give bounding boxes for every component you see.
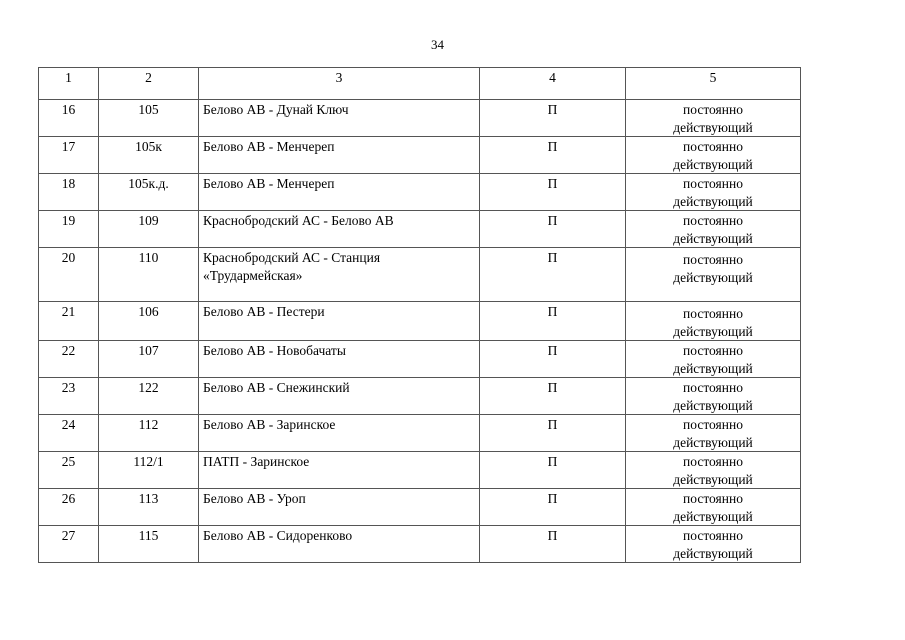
table-row bbox=[39, 489, 801, 526]
route-name-cell bbox=[199, 174, 480, 211]
route-name-cell bbox=[199, 137, 480, 174]
status-line: действующий bbox=[673, 471, 753, 487]
row-number-cell: 16 bbox=[39, 100, 99, 137]
row-number-cell: 19 bbox=[39, 211, 99, 248]
table-row bbox=[39, 452, 801, 489]
route-type-cell: П bbox=[480, 248, 626, 302]
route-name-line: Краснобродский АС - Белово АВ bbox=[203, 213, 394, 228]
column-header: 1 bbox=[39, 68, 99, 100]
column-header: 3 bbox=[199, 68, 480, 100]
route-name-line: Белово АВ - Пестери bbox=[203, 304, 325, 319]
route-code-cell: 113 bbox=[99, 489, 199, 526]
route-type-cell: П bbox=[480, 174, 626, 211]
table-row bbox=[39, 415, 801, 452]
route-status-cell bbox=[626, 378, 801, 415]
route-type-cell: П bbox=[480, 100, 626, 137]
route-type-cell: П bbox=[480, 452, 626, 489]
route-name-cell bbox=[199, 415, 480, 452]
column-header: 4 bbox=[480, 68, 626, 100]
status-line: действующий bbox=[673, 119, 753, 135]
route-status-cell bbox=[626, 100, 801, 137]
status-line: действующий bbox=[673, 360, 753, 376]
row-number-cell: 26 bbox=[39, 489, 99, 526]
status-line: действующий bbox=[673, 434, 753, 450]
route-name-cell bbox=[199, 341, 480, 378]
table-row bbox=[39, 174, 801, 211]
route-name-line: Белово АВ - Новобачаты bbox=[203, 343, 346, 358]
route-code-cell: 112/1 bbox=[99, 452, 199, 489]
status-line: постоянно bbox=[683, 102, 743, 117]
route-name-cell bbox=[199, 452, 480, 489]
route-status-cell bbox=[626, 415, 801, 452]
table-row bbox=[39, 341, 801, 378]
page-number: 34 bbox=[431, 37, 444, 52]
route-code-cell: 112 bbox=[99, 415, 199, 452]
status-line: постоянно bbox=[683, 380, 743, 395]
route-type-cell: П bbox=[480, 137, 626, 174]
route-code-cell: 106 bbox=[99, 302, 199, 341]
status-line: действующий bbox=[673, 397, 753, 413]
row-number-cell: 21 bbox=[39, 302, 99, 341]
row-number-cell: 23 bbox=[39, 378, 99, 415]
table-row bbox=[39, 137, 801, 174]
route-name-cell bbox=[199, 489, 480, 526]
status-line: действующий bbox=[673, 156, 753, 172]
route-name-cell bbox=[199, 302, 480, 341]
route-code-cell: 105 bbox=[99, 100, 199, 137]
route-status-cell bbox=[626, 248, 801, 302]
routes-table bbox=[38, 67, 801, 563]
route-status-cell bbox=[626, 174, 801, 211]
table-row bbox=[39, 248, 801, 302]
row-number-cell: 27 bbox=[39, 526, 99, 563]
status-line: постоянно bbox=[683, 343, 743, 358]
route-code-cell: 109 bbox=[99, 211, 199, 248]
route-code-cell: 122 bbox=[99, 378, 199, 415]
route-type-cell: П bbox=[480, 489, 626, 526]
route-name-cell bbox=[199, 378, 480, 415]
route-name-line: Белово АВ - Дунай Ключ bbox=[203, 102, 349, 117]
route-name-line: Белово АВ - Снежинский bbox=[203, 380, 350, 395]
route-name-line: Белово АВ - Сидоренково bbox=[203, 528, 353, 543]
route-status-cell bbox=[626, 526, 801, 563]
route-code-cell: 110 bbox=[99, 248, 199, 302]
route-name-line: Белово АВ - Менчереп bbox=[203, 139, 335, 154]
status-line: постоянно bbox=[683, 252, 743, 267]
status-line: действующий bbox=[673, 230, 753, 246]
route-type-cell: П bbox=[480, 341, 626, 378]
status-line: постоянно bbox=[683, 454, 743, 469]
route-status-cell bbox=[626, 211, 801, 248]
route-name-line: Белово АВ - Уроп bbox=[203, 491, 306, 506]
row-number-cell: 18 bbox=[39, 174, 99, 211]
route-name-cell bbox=[199, 526, 480, 563]
status-line: постоянно bbox=[683, 528, 743, 543]
route-name-cell bbox=[199, 100, 480, 137]
table-header-row bbox=[39, 68, 801, 100]
status-line: действующий bbox=[673, 193, 753, 209]
table-row bbox=[39, 378, 801, 415]
route-status-cell bbox=[626, 452, 801, 489]
status-line: постоянно bbox=[683, 213, 743, 228]
route-type-cell: П bbox=[480, 378, 626, 415]
table-row bbox=[39, 211, 801, 248]
route-code-cell: 105к bbox=[99, 137, 199, 174]
route-type-cell: П bbox=[480, 415, 626, 452]
route-status-cell bbox=[626, 489, 801, 526]
route-code-cell: 107 bbox=[99, 341, 199, 378]
status-line: действующий bbox=[673, 508, 753, 524]
row-number-cell: 24 bbox=[39, 415, 99, 452]
route-name-line: Белово АВ - Менчереп bbox=[203, 176, 335, 191]
status-line: действующий bbox=[673, 323, 753, 339]
route-name-line: ПАТП - Заринское bbox=[203, 454, 310, 469]
column-header: 5 bbox=[626, 68, 801, 100]
table-row bbox=[39, 302, 801, 341]
route-name-cell bbox=[199, 248, 480, 302]
status-line: действующий bbox=[673, 545, 753, 561]
route-code-cell: 115 bbox=[99, 526, 199, 563]
status-line: постоянно bbox=[683, 176, 743, 191]
route-name-cell bbox=[199, 211, 480, 248]
row-number-cell: 25 bbox=[39, 452, 99, 489]
column-header: 2 bbox=[99, 68, 199, 100]
status-line: постоянно bbox=[683, 306, 743, 321]
row-number-cell: 20 bbox=[39, 248, 99, 302]
route-status-cell bbox=[626, 341, 801, 378]
table-row bbox=[39, 100, 801, 137]
route-type-cell: П bbox=[480, 526, 626, 563]
route-type-cell: П bbox=[480, 211, 626, 248]
table-row bbox=[39, 526, 801, 563]
route-status-cell bbox=[626, 302, 801, 341]
route-name-line: Краснобродский АС - Станция bbox=[203, 250, 381, 265]
route-name-line: Белово АВ - Заринское bbox=[203, 417, 336, 432]
status-line: действующий bbox=[673, 269, 753, 285]
route-code-cell: 105к.д. bbox=[99, 174, 199, 211]
route-status-cell bbox=[626, 137, 801, 174]
status-line: постоянно bbox=[683, 491, 743, 506]
status-line: постоянно bbox=[683, 139, 743, 154]
route-name-line: «Трудармейская» bbox=[203, 267, 303, 283]
row-number-cell: 17 bbox=[39, 137, 99, 174]
route-type-cell: П bbox=[480, 302, 626, 341]
status-line: постоянно bbox=[683, 417, 743, 432]
row-number-cell: 22 bbox=[39, 341, 99, 378]
